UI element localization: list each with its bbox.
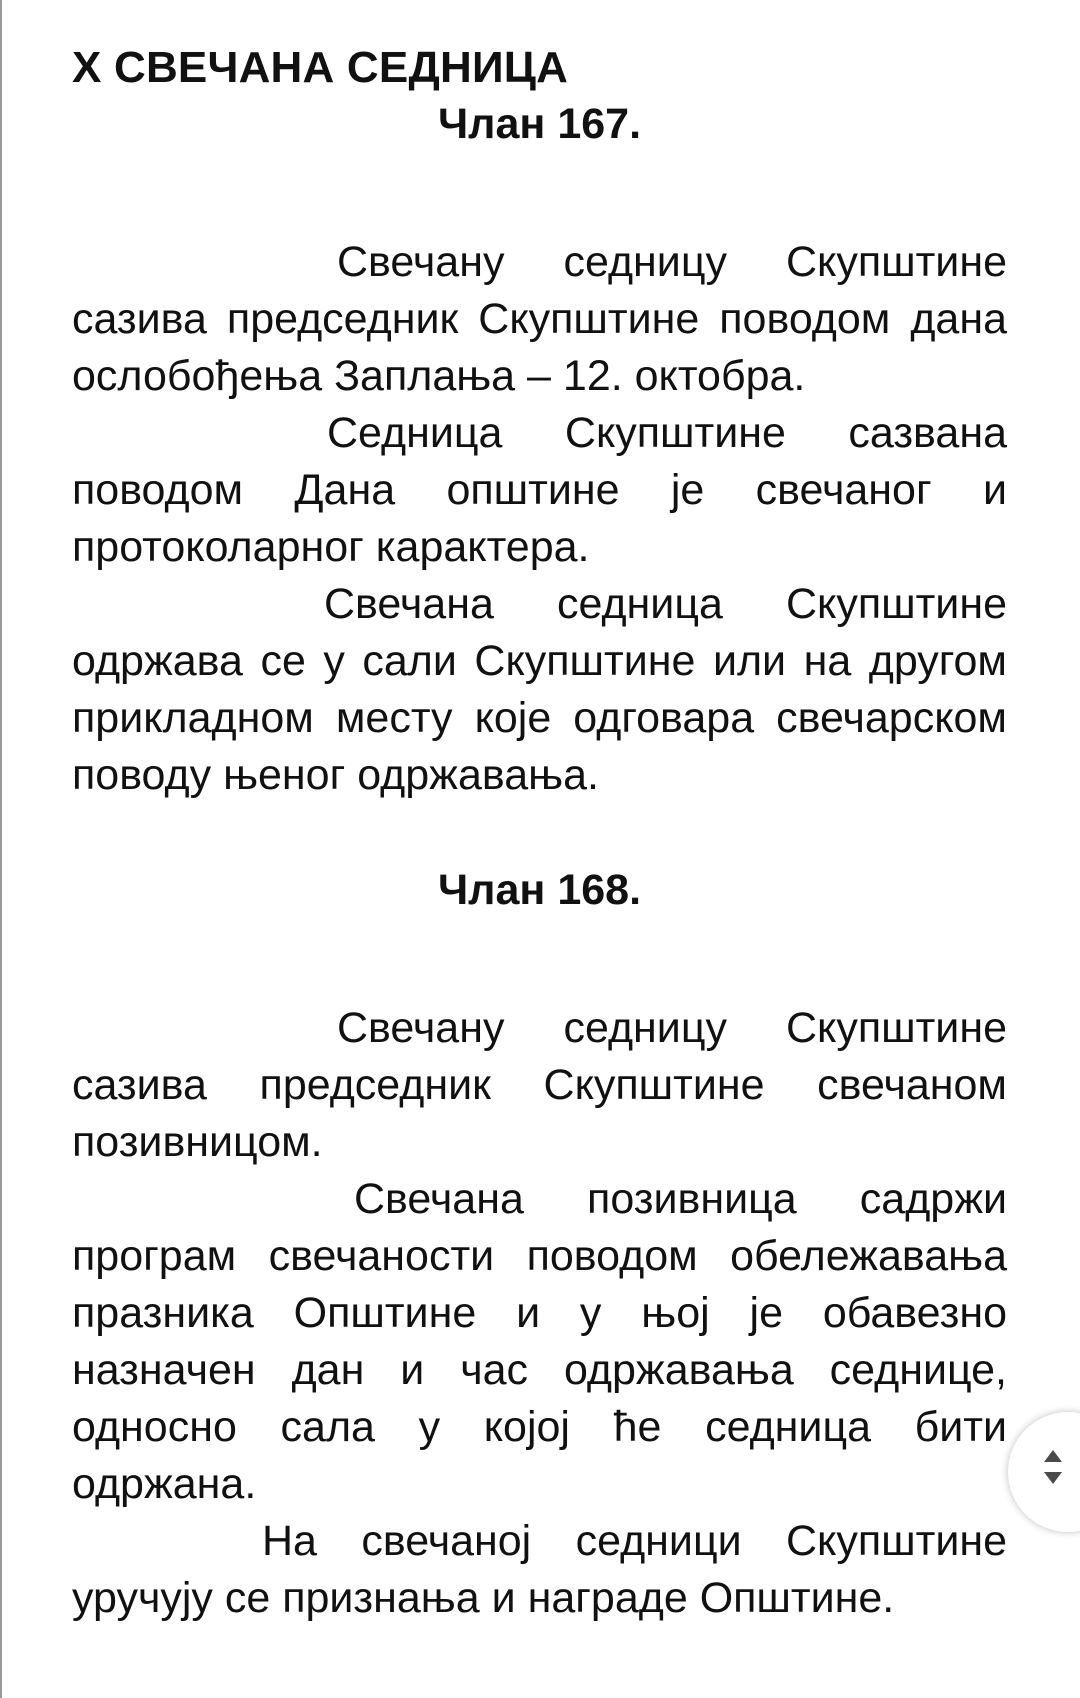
- article-168: [72, 862, 1007, 1627]
- chapter-title: X СВЕЧАНА СЕДНИЦА: [72, 43, 569, 92]
- document-page: [72, 40, 1007, 1627]
- chevron-up-icon[interactable]: [1044, 1450, 1062, 1462]
- article-paragraph: Свечана позивница садржи програм свечаности поводом обележавања празника Општине и у њој је обавезно назначен дан и час одржавања седнице, односно сала у којој ће седница бити одржана.: [72, 1175, 1007, 1508]
- page-scroll-control[interactable]: [1008, 1412, 1080, 1532]
- chevron-down-icon[interactable]: [1044, 1472, 1062, 1484]
- article-heading: Члан 168.: [437, 866, 642, 914]
- page-edge-line: [0, 0, 2, 1698]
- article-paragraph: Свечану седницу Скупштине сазива председник Скупштине свечаном позивницом.: [72, 1004, 1007, 1166]
- article-167: [72, 96, 1007, 804]
- article-paragraph: Свечана седница Скупштине одржава се у сали Скупштине или на другом прикладном месту које одговара свечарском поводу њеног одржавања.: [72, 580, 1007, 799]
- article-paragraph: На свечаној седници Скупштине уручују се признања и награде Општине.: [72, 1517, 1007, 1622]
- article-paragraph: Седница Скупштине сазвана поводом Дана општине је свечаног и протоколарног карактера.: [72, 409, 1007, 571]
- article-paragraph: Свечану седницу Скупштине сазива председник Скупштине поводом дана ослобођења Заплања – 12. октобра.: [72, 238, 1007, 400]
- article-heading: Члан 167.: [437, 100, 642, 148]
